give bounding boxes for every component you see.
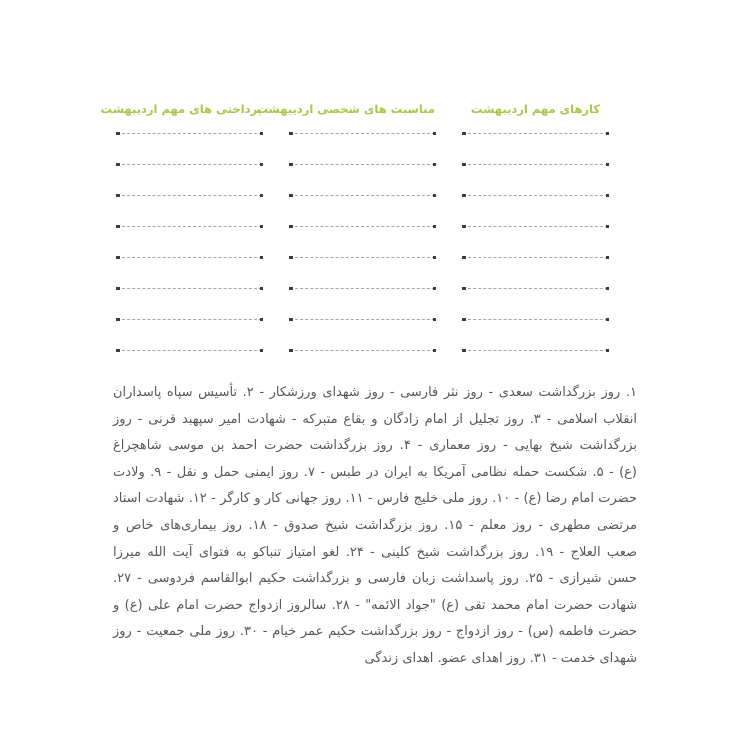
writing-line: [290, 288, 435, 289]
notes-line: حسن شیرازی - ۲۵. روز پاسداشت زبان فارسی و بزرگداشت حکیم ابوالقاسم فردوسی - ۲۷.: [113, 571, 638, 587]
writing-line: [463, 164, 608, 165]
notes-line: (ع) - ۵. شکست حمله نظامی آمریکا به ایران در طبس - ۷. روز ایمنی حمل و نقل - ۹. ولادت: [113, 464, 638, 480]
notes-line: انقلاب اسلامی - ۳. روز تجلیل از امام زادگان و بقاع متبرکه - شهادت امیر سپهبد قرنی - روز: [113, 411, 637, 427]
writing-line: [463, 226, 608, 227]
column-lines-personal-occasions: [290, 133, 435, 351]
column-lines-important-tasks: [463, 133, 608, 351]
column-title-important-tasks: کارهای مهم اردیبهشت: [470, 102, 601, 116]
writing-line: [117, 257, 262, 258]
notes-line: شهدای خدمت - ۳۱. روز اهدای عضو. اهدای زندگی: [364, 650, 637, 666]
writing-line: [290, 226, 435, 227]
notes-line: بزرگداشت شیخ بهایی - روز معماری - ۴. روز بزرگداشت حضرت احمد بن موسی شاهچراغ: [113, 438, 638, 454]
notes-line: حضرت امام رضا (ع) - ۱۰. روز ملی خلیج فارس - ۱۱. روز جهانی کار و کارگر - ۱۲. شهادت استاد: [113, 491, 637, 507]
writing-line: [463, 257, 608, 258]
writing-line: [290, 257, 435, 258]
column-lines-important-payments: [117, 133, 262, 351]
column-important-tasks: [463, 101, 608, 351]
writing-line: [117, 226, 262, 227]
notes-line: حضرت فاطمه (س) - روز ازدواج - روز بزرگداشت حکیم عمر خیام - ۳۰. روز ملی جمعیت - روز: [113, 624, 638, 640]
writing-line: [290, 319, 435, 320]
writing-line: [117, 195, 262, 196]
writing-line: [463, 350, 608, 351]
writing-line: [463, 133, 608, 134]
writing-line: [290, 133, 435, 134]
notes-line: شهادت حضرت امام محمد تقی (ع) "جواد الائمه" - ۲۸. سالروز ازدواج حضرت امام علی (ع) و: [113, 597, 637, 613]
notes-line: صعب العلاج - ۱۹. روز بزرگداشت شیخ کلینی - ۲۴. لغو امتیاز تنباکو به فتوای آیت الله میرزا: [113, 544, 638, 560]
writing-line: [117, 133, 262, 134]
writing-line: [290, 350, 435, 351]
column-title-important-payments: پرداختی های مهم اردیبهشت: [100, 102, 262, 116]
column-personal-occasions: [256, 101, 435, 351]
writing-line: [463, 288, 608, 289]
writing-line: [117, 164, 262, 165]
writing-line: [117, 350, 262, 351]
notes-line: مرتضی مطهری - روز معلم - ۱۵. روز بزرگداشت شیخ صدوق - ۱۸. روز بیماری‌های خاص و: [113, 517, 637, 533]
writing-line: [463, 195, 608, 196]
writing-line: [117, 288, 262, 289]
writing-line: [463, 319, 608, 320]
writing-line: [290, 195, 435, 196]
writing-line: [290, 164, 435, 165]
planner-columns: [100, 101, 608, 351]
writing-line: [117, 319, 262, 320]
notes-line: ۱. روز بزرگداشت سعدی - روز نثر فارسی - روز شهدای ورزشکار - ۲. تأسیس سپاه پاسداران: [113, 385, 637, 400]
column-title-personal-occasions: مناسبت های شخصی اردیبهشت: [256, 102, 435, 116]
month-occasions-notes: [113, 380, 637, 673]
column-important-payments: [100, 101, 262, 351]
